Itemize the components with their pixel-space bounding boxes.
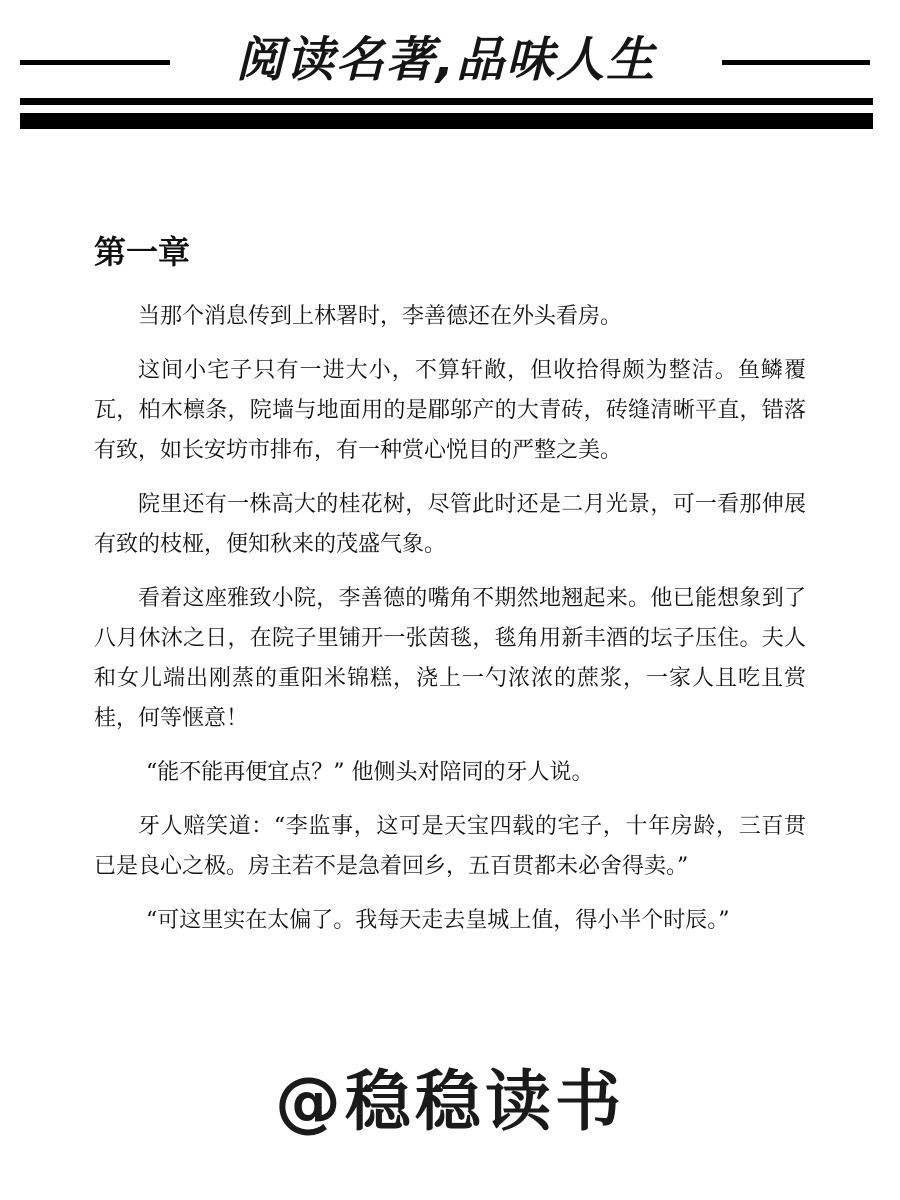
chapter-title: 第一章: [94, 233, 191, 271]
footer-brand-watermark: @稳稳读书: [275, 1063, 625, 1140]
paragraph: “能不能再便宜点？” 他侧头对陪同的牙人说。: [146, 760, 594, 785]
header-rule-thick: [20, 113, 873, 129]
paragraph: “可这里实在太偏了。我每天走去皇城上值，得小半个时辰。”: [146, 908, 730, 933]
page-header: [0, 0, 900, 140]
paragraph: 牙人赔笑道：“李监事，这可是天宝四载的宅子，十年房龄，三百贯已是良心之极。房主若不是急着回乡，五百贯都未必舍得卖。”: [94, 814, 806, 879]
paragraph: 院里还有一株高大的桂花树，尽管此时还是二月光景，可一看那伸展有致的枝桠，便知秋来的茂盛气象。: [94, 492, 806, 557]
header-left-line: [20, 60, 170, 65]
paragraph: 看着这座雅致小院，李善德的嘴角不期然地翘起来。他已能想象到了八月休沐之日，在院子里铺开一张茵毯，毯角用新丰酒的坛子压住。夫人和女儿端出刚蒸的重阳米锦糕，浇上一勺浓浓的蔗浆，一家人且吃且赏桂，何等惬意！: [94, 586, 806, 731]
paragraph: 当那个消息传到上林署时，李善德还在外头看房。: [138, 304, 623, 329]
header-rule-thin: [20, 98, 873, 105]
chapter-body: [94, 297, 806, 955]
header-slogan: 阅读名著,品味人生: [235, 32, 657, 88]
header-right-line: [722, 60, 870, 65]
paragraph: 这间小宅子只有一进大小，不算轩敞，但收拾得颇为整洁。鱼鳞覆瓦，柏木檩条，院墙与地面用的是郿邬产的大青砖，砖缝清晰平直，错落有致，如长安坊市排布，有一种赏心悦目的严整之美。: [94, 358, 806, 463]
